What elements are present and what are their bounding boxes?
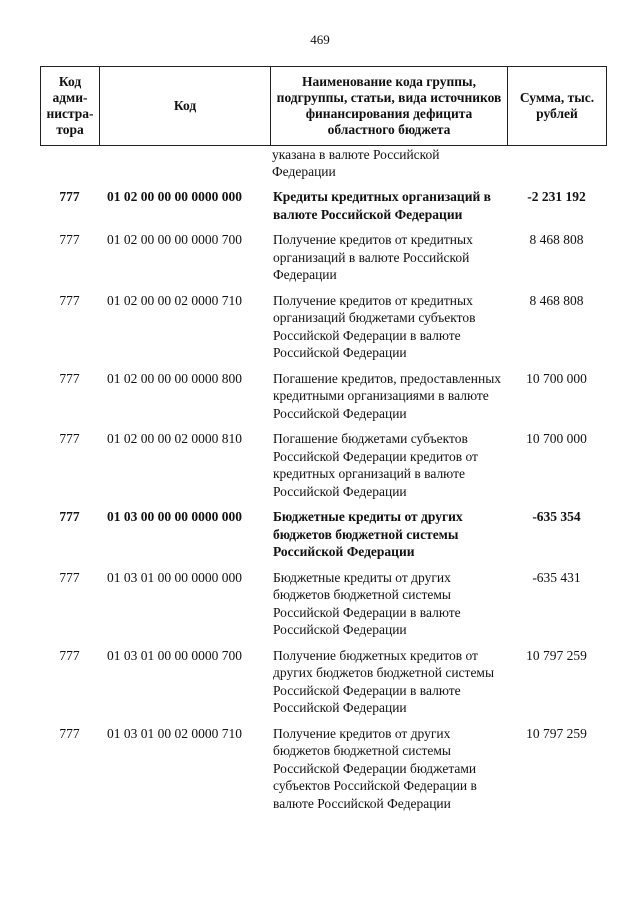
sum-cell: 8 468 808 (529, 232, 584, 247)
admin-code-cell: 777 (59, 509, 80, 524)
code-cell: 01 02 00 00 00 0000 700 (107, 232, 242, 247)
admin-code-cell: 777 (59, 232, 80, 247)
page-number: 469 (310, 32, 330, 47)
name-cell: Получение кредитов от кредитных организаций в валюте Российской Федерации (273, 232, 473, 282)
sum-cell: 10 797 259 (526, 647, 587, 663)
code-cell: 01 03 01 00 02 0000 710 (107, 725, 242, 741)
name-cell: Погашение кредитов, предоставленных кредитными организациями в валюте Российской Федерации (273, 370, 502, 421)
table-row (40, 370, 606, 423)
rows-container (40, 188, 606, 812)
table-row (40, 292, 606, 362)
admin-code-cell: 777 (59, 370, 80, 386)
table-header (40, 66, 607, 146)
name-cell: Кредиты кредитных организаций в валюте Российской Федерации (273, 189, 491, 222)
table-row (40, 508, 606, 561)
continued-text: указана в валюте Российской Федерации (272, 147, 440, 179)
code-cell: 01 02 00 00 02 0000 810 (107, 431, 242, 446)
admin-code-cell: 777 (59, 569, 80, 585)
name-cell: Бюджетные кредиты от других бюджетов бюджетной системы Российской Федерации (273, 509, 463, 559)
name-cell: Бюджетные кредиты от других бюджетов бюджетной системы Российской Федерации в валюте Российской Федерации (273, 569, 461, 637)
sum-cell: 10 700 000 (526, 370, 587, 386)
table-row (40, 430, 606, 500)
admin-code-cell: 777 (59, 292, 80, 308)
admin-code-cell: 777 (59, 725, 80, 741)
header-sum: Сумма, тыс. рублей (508, 67, 607, 146)
code-cell: 01 03 00 00 00 0000 000 (107, 509, 242, 524)
sum-cell: -2 231 192 (527, 189, 586, 204)
code-cell: 01 02 00 00 00 0000 000 (107, 189, 242, 204)
table-row (40, 569, 606, 639)
admin-code-cell: 777 (59, 647, 80, 663)
table-row (40, 725, 606, 813)
table-body (40, 146, 606, 812)
header-code: Код (100, 67, 271, 146)
sum-cell: -635 354 (532, 509, 581, 524)
name-cell: Получение кредитов от других бюджетов бюджетной системы Российской Федерации бюджетами субъектов Российской Федерации в валюте Российской Федерации (273, 725, 477, 811)
name-cell: Погашение бюджетами субъектов Российской Федерации кредитов от кредитных организаций в валюте Российской Федерации (273, 431, 478, 499)
code-cell: 01 02 00 00 02 0000 710 (107, 292, 242, 308)
code-cell: 01 03 01 00 00 0000 700 (107, 647, 242, 663)
sum-cell: 10 797 259 (526, 725, 587, 741)
sum-cell: 8 468 808 (529, 292, 584, 308)
header-admin-code: Код адми-нистра-тора (41, 67, 100, 146)
code-cell: 01 02 00 00 00 0000 800 (107, 370, 242, 386)
table-row (40, 231, 606, 284)
code-cell: 01 03 01 00 00 0000 000 (107, 569, 242, 585)
budget-sources-table (40, 66, 606, 812)
sum-cell: -635 431 (532, 569, 581, 585)
admin-code-cell: 777 (59, 431, 80, 446)
name-cell: Получение бюджетных кредитов от других бюджетов бюджетной системы Российской Федерации в валюте Российской Федерации (273, 647, 495, 715)
admin-code-cell: 777 (59, 189, 80, 204)
header-name: Наименование кода группы, подгруппы, статьи, вида источников финансирования дефицита областного бюджета (271, 67, 508, 146)
table-row (40, 188, 606, 223)
name-cell: Получение кредитов от кредитных организаций бюджетами субъектов Российской Федерации в валюте Российской Федерации (273, 292, 476, 360)
sum-cell: 10 700 000 (526, 431, 587, 446)
table-row (40, 647, 606, 717)
